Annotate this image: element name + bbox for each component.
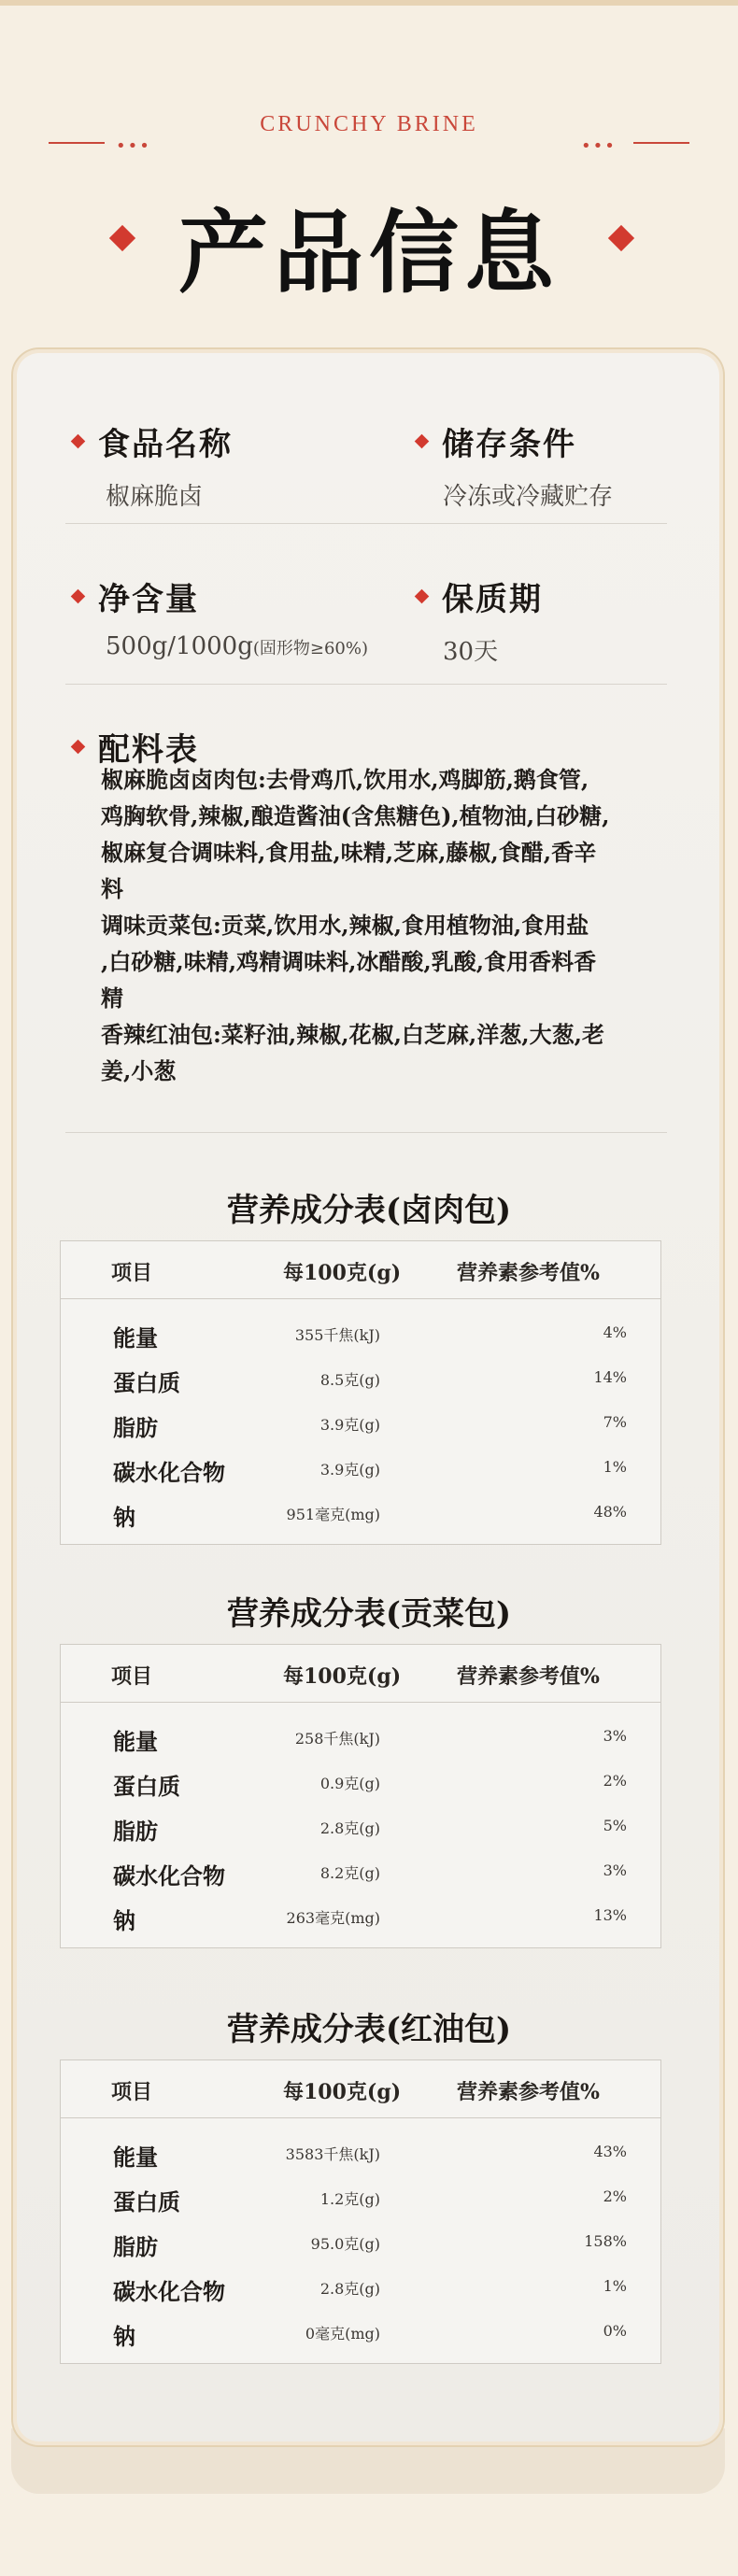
table-row xyxy=(61,2219,660,2264)
nutrient-value: 2.8克(g) xyxy=(319,1819,380,1837)
brand-dots-left: ••• xyxy=(116,136,151,156)
nutrition-title-vegetable: 营养成分表(贡菜包) xyxy=(226,1595,512,1633)
nutrition-table-chili-oil xyxy=(60,2059,661,2364)
nutrient-name: 蛋白质 xyxy=(113,1773,180,1800)
nutrient-nrv: 2% xyxy=(603,2187,627,2205)
nutrient-value: 258千焦(kJ) xyxy=(294,1730,380,1748)
brand-dots-right: ••• xyxy=(581,136,617,156)
nutrient-value: 8.2克(g) xyxy=(319,1864,380,1882)
top-border xyxy=(0,0,738,6)
table-row xyxy=(61,1355,660,1400)
page-title: 产品信息 xyxy=(178,201,560,305)
net-content-amount: 500g/1000g xyxy=(106,632,253,660)
nutrient-value: 355千焦(kJ) xyxy=(294,1326,380,1344)
header-per100: 每100克(g) xyxy=(283,2080,402,2104)
table-row xyxy=(61,1310,660,1355)
table-header xyxy=(61,1645,660,1703)
nutrient-name: 钠 xyxy=(113,1907,135,1934)
header-per100: 每100克(g) xyxy=(283,1261,402,1285)
diamond-bullet-icon xyxy=(71,434,86,449)
header-nrv: 营养素参考值% xyxy=(457,1664,600,1689)
nutrient-value: 95.0克(g) xyxy=(310,2235,380,2253)
table-header xyxy=(61,2060,660,2118)
nutrient-nrv: 0% xyxy=(603,2322,627,2340)
table-row xyxy=(61,1804,660,1848)
ingredient-line: 料 xyxy=(101,875,123,902)
nutrient-value: 1.2克(g) xyxy=(319,2190,380,2208)
nutrient-name: 碳水化合物 xyxy=(113,1459,225,1486)
storage-item xyxy=(417,418,613,512)
nutrient-name: 能量 xyxy=(113,1324,158,1352)
shelf-life-label: 保质期 xyxy=(442,581,543,618)
nutrient-nrv: 43% xyxy=(593,2143,627,2160)
diamond-bullet-icon xyxy=(71,740,86,755)
table-row xyxy=(61,2130,660,2174)
brand-text: CRUNCHY BRINE xyxy=(260,112,478,136)
storage-label: 储存条件 xyxy=(442,426,576,463)
header-item: 项目 xyxy=(111,1664,153,1689)
nutrient-name: 脂肪 xyxy=(113,2233,158,2260)
nutrient-value: 0.9克(g) xyxy=(319,1775,380,1792)
table-row xyxy=(61,2309,660,2354)
table-row xyxy=(61,1400,660,1445)
food-name-item xyxy=(73,418,233,512)
ingredient-line: 精 xyxy=(101,984,123,1012)
nutrient-name: 钠 xyxy=(113,2323,135,2350)
nutrient-value: 0毫克(mg) xyxy=(305,2325,380,2342)
shelf-life-value: 30天 xyxy=(443,638,499,666)
brand-line-right xyxy=(633,142,689,144)
nutrient-name: 能量 xyxy=(113,1728,158,1755)
table-row xyxy=(61,1490,660,1535)
nutrient-nrv: 3% xyxy=(603,1861,627,1879)
net-content-note: (固形物≥60%) xyxy=(252,639,368,658)
diamond-bullet-icon xyxy=(415,434,430,449)
ingredient-line: 调味贡菜包:贡菜,饮用水,辣椒,食用植物油,食用盐 xyxy=(101,912,589,939)
ingredients-label: 配料表 xyxy=(98,731,199,769)
nutrient-nrv: 1% xyxy=(603,1458,627,1476)
divider xyxy=(65,1132,667,1133)
food-name-label: 食品名称 xyxy=(98,426,233,463)
divider xyxy=(65,523,667,524)
ingredient-line: 椒麻脆卤卤肉包:去骨鸡爪,饮用水,鸡脚筋,鹅食管, xyxy=(101,766,589,793)
ingredient-line: ,白砂糖,味精,鸡精调味料,冰醋酸,乳酸,食用香料香 xyxy=(101,948,597,975)
nutrient-name: 蛋白质 xyxy=(113,1369,180,1396)
diamond-bullet-icon xyxy=(415,589,430,604)
nutrient-nrv: 48% xyxy=(593,1503,627,1521)
nutrient-nrv: 4% xyxy=(603,1323,627,1341)
nutrition-title-meat: 营养成分表(卤肉包) xyxy=(226,1192,512,1229)
nutrient-name: 蛋白质 xyxy=(113,2188,180,2215)
nutrient-value: 3.9克(g) xyxy=(319,1416,380,1434)
table-row xyxy=(61,2174,660,2219)
ingredient-line: 椒麻复合调味料,食用盐,味精,芝麻,藤椒,食醋,香辛 xyxy=(101,839,597,866)
brand-line-left xyxy=(49,142,105,144)
net-content-label: 净含量 xyxy=(98,581,199,618)
nutrient-nrv: 3% xyxy=(603,1727,627,1745)
nutrient-name: 脂肪 xyxy=(113,1818,158,1845)
header-nrv: 营养素参考值% xyxy=(457,1261,600,1285)
brand-header xyxy=(0,112,738,177)
nutrient-nrv: 14% xyxy=(593,1368,627,1386)
nutrient-nrv: 2% xyxy=(603,1772,627,1790)
ingredient-line: 姜,小葱 xyxy=(101,1057,177,1084)
net-content-item xyxy=(73,573,368,660)
header-item: 项目 xyxy=(111,1261,153,1285)
nutrition-table-meat xyxy=(60,1240,661,1545)
nutrient-nrv: 158% xyxy=(584,2232,627,2250)
ingredient-line: 鸡胸软骨,辣椒,酿造酱油(含焦糖色),植物油,白砂糖, xyxy=(101,802,610,829)
nutrient-name: 能量 xyxy=(113,2144,158,2171)
food-name-value: 椒麻脆卤 xyxy=(106,483,204,511)
header-nrv: 营养素参考值% xyxy=(457,2080,600,2104)
nutrient-nrv: 1% xyxy=(603,2277,627,2295)
storage-value: 冷冻或冷藏贮存 xyxy=(443,483,614,511)
table-row xyxy=(61,1893,660,1938)
nutrient-value: 263毫克(mg) xyxy=(286,1909,380,1927)
nutrition-title-chili-oil: 营养成分表(红油包) xyxy=(226,2011,512,2048)
diamond-bullet-icon xyxy=(71,589,86,604)
header-per100: 每100克(g) xyxy=(283,1664,402,1689)
table-row xyxy=(61,1848,660,1893)
table-row xyxy=(61,1714,660,1759)
nutrient-value: 3583千焦(kJ) xyxy=(285,2145,380,2163)
nutrient-name: 碳水化合物 xyxy=(113,1862,225,1890)
table-row xyxy=(61,1759,660,1804)
nutrient-name: 钠 xyxy=(113,1504,135,1531)
nutrient-value: 2.8克(g) xyxy=(319,2280,380,2298)
table-header xyxy=(61,1241,660,1299)
divider xyxy=(65,684,667,685)
table-row xyxy=(61,2264,660,2309)
nutrient-name: 脂肪 xyxy=(113,1414,158,1441)
nutrient-value: 3.9克(g) xyxy=(319,1461,380,1479)
nutrient-value: 8.5克(g) xyxy=(319,1371,380,1389)
net-content-value xyxy=(106,632,368,660)
nutrition-table-vegetable xyxy=(60,1644,661,1948)
header-item: 项目 xyxy=(111,2080,153,2104)
table-row xyxy=(61,1445,660,1490)
nutrient-nrv: 13% xyxy=(593,1906,627,1924)
ingredients-list xyxy=(101,761,671,1089)
nutrient-value: 951毫克(mg) xyxy=(286,1506,380,1523)
ingredient-line: 香辣红油包:菜籽油,辣椒,花椒,白芝麻,洋葱,大葱,老 xyxy=(101,1021,604,1048)
nutrient-nrv: 5% xyxy=(603,1817,627,1834)
shelf-life-item xyxy=(417,573,543,667)
nutrient-name: 碳水化合物 xyxy=(113,2278,225,2305)
nutrient-nrv: 7% xyxy=(603,1413,627,1431)
